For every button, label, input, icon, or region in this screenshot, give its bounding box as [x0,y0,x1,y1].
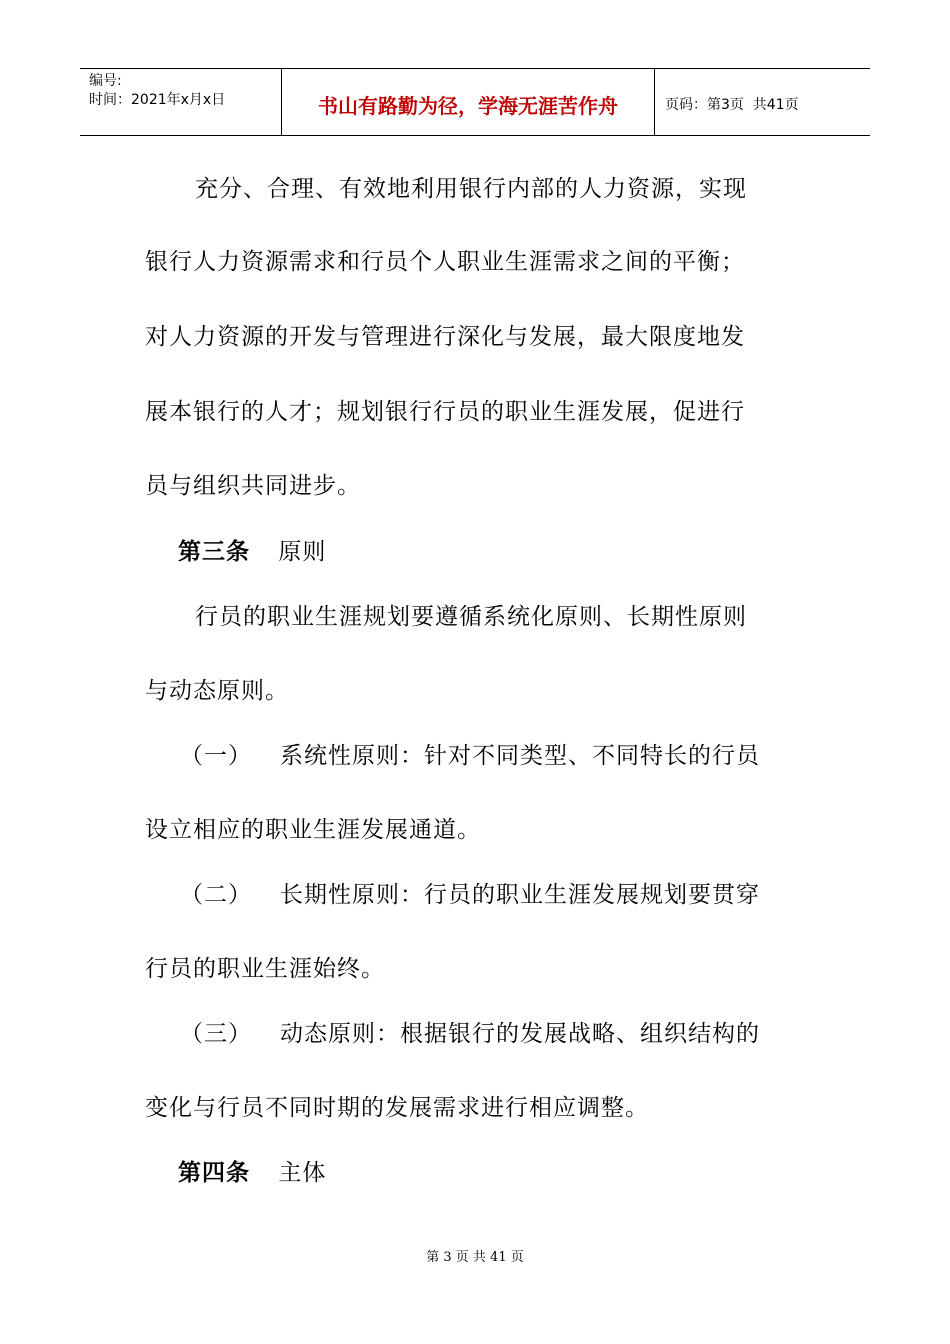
body-line-1: 充分、合理、有效地利用银行内部的人力资源，实现 [195,176,747,202]
item-3-line-2: 变化与行员不同时期的发展需求进行相应调整。 [145,1095,649,1121]
article-3-line-1: 行员的职业生涯规划要遵循系统化原则、长期性原则 [195,604,747,630]
item-1-text: 系统性原则：针对不同类型、不同特长的行员 [280,743,760,769]
article-3-number: 第三条 [178,539,250,565]
header-motto: 书山有路勤为径，学海无涯苦作舟 [282,69,655,135]
article-4-title: 主体 [278,1160,327,1186]
item-2-line-1 [180,876,840,909]
header-meta [80,69,282,135]
page-label: 页码：第3页 共41页 [665,97,799,113]
item-1-line-2: 设立相应的职业生涯发展通道。 [145,817,481,843]
document-header [80,68,870,136]
time-label: 时间：2021年x月x日 [89,92,226,108]
number-label: 编号: [89,73,122,89]
item-2-line-2: 行员的职业生涯始终。 [145,956,385,982]
item-2-number: （二） [180,882,252,908]
item-3-number: （三） [180,1021,252,1047]
body-line-5: 员与组织共同进步。 [145,473,361,499]
item-3-text: 动态原则：根据银行的发展战略、组织结构的 [280,1021,760,1047]
body-line-3: 对人力资源的开发与管理进行深化与发展，最大限度地发 [145,324,745,350]
item-1-number: （一） [180,743,252,769]
article-4-number: 第四条 [178,1160,250,1186]
page-footer: 第 3 页 共 41 页 [426,1250,524,1265]
item-1-line-1 [180,737,840,770]
item-2-text: 长期性原则：行员的职业生涯发展规划要贯穿 [280,882,760,908]
article-4-heading [178,1154,838,1187]
item-3-line-1 [180,1015,840,1048]
article-3-heading [178,533,838,566]
header-page-info [655,69,870,135]
article-3-line-2: 与动态原则。 [145,678,289,704]
article-3-title: 原则 [278,539,327,565]
body-line-4: 展本银行的人才；规划银行行员的职业生涯发展，促进行 [145,399,745,425]
body-line-2: 银行人力资源需求和行员个人职业生涯需求之间的平衡； [145,249,745,275]
